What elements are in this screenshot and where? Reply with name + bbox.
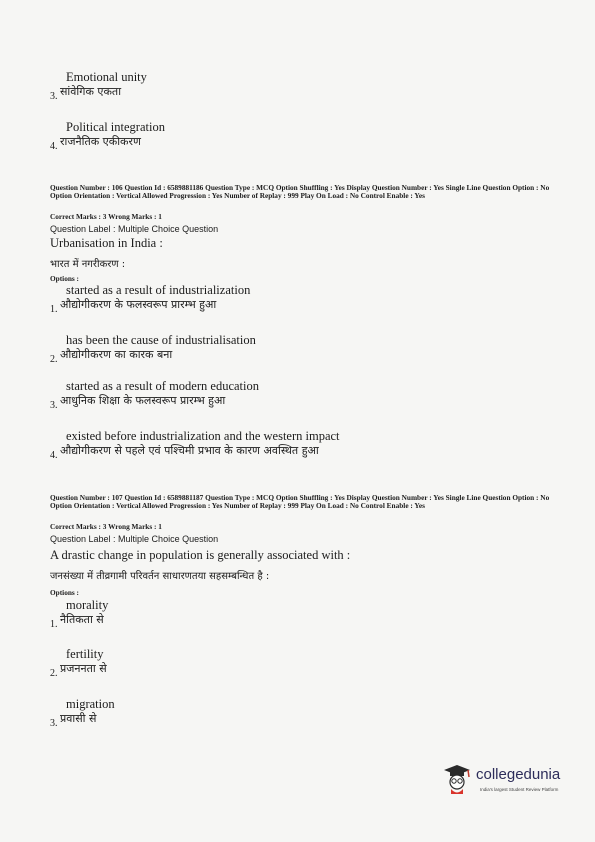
option-english: fertility	[66, 647, 104, 661]
option-hindi: नैतिकता से	[60, 613, 104, 626]
option-hindi: प्रजननता से	[60, 662, 107, 675]
question-label: Question Label : Multiple Choice Question	[50, 224, 219, 234]
option-number: 2.	[50, 354, 58, 365]
option-english: has been the cause of industrialisation	[66, 333, 256, 347]
question-text-english: Urbanisation in India :	[50, 236, 163, 250]
collegedunia-logo	[440, 760, 561, 800]
option-hindi: औद्योगीकरण का कारक बना	[60, 348, 173, 361]
marks-line: Correct Marks : 3 Wrong Marks : 1	[50, 212, 162, 221]
question-text-hindi: भारत में नगरीकरण :	[50, 259, 126, 270]
marks-line: Correct Marks : 3 Wrong Marks : 1	[50, 522, 162, 531]
option-number: 1.	[50, 304, 58, 315]
option-english: started as a result of industrialization	[66, 283, 251, 297]
option-hindi: औद्योगीकरण के फलस्वरूप प्रारम्भ हुआ	[60, 298, 217, 311]
question-text-english: A drastic change in population is generally associated with :	[50, 548, 351, 562]
question-text-hindi: जनसंख्या में तीव्रगामी परिवर्तन साधारणतया सहसम्बन्धित है :	[50, 571, 270, 582]
option-hindi: प्रवासी से	[60, 712, 97, 725]
option-english: existed before industrialization and the western impact	[66, 429, 340, 443]
option-number: 4.	[50, 450, 58, 461]
option-number: 3.	[50, 91, 58, 102]
options-label: Options :	[50, 588, 79, 597]
question-header: Question Number : 106 Question Id : 6589881186 Question Type : MCQ Option Shuffling : Yes Display Question Number : Yes Single Line Question Option : No Option Orientation : Vertical Allowed Progression : Yes Number of Replay : 999 Play On Load : No Control Enable : Yes	[50, 183, 550, 200]
option-hindi: सांवेगिक एकता	[60, 85, 122, 98]
question-header: Question Number : 107 Question Id : 6589881187 Question Type : MCQ Option Shuffling : Yes Display Question Number : Yes Single Line Question Option : No Option Orientation : Vertical Allowed Progression : Yes Number of Replay : 999 Play On Load : No Control Enable : Yes	[50, 493, 550, 510]
option-number: 2.	[50, 668, 58, 679]
option-number: 4.	[50, 141, 58, 152]
option-number: 3.	[50, 718, 58, 729]
option-hindi: राजनैतिक एकीकरण	[60, 135, 141, 148]
question-label: Question Label : Multiple Choice Question	[50, 534, 219, 544]
option-english: migration	[66, 697, 115, 711]
option-english: Political integration	[66, 120, 165, 134]
brand-name: collegedunia	[476, 766, 561, 783]
option-number: 1.	[50, 619, 58, 630]
options-label: Options :	[50, 274, 79, 283]
option-english: morality	[66, 598, 109, 612]
option-number: 3.	[50, 400, 58, 411]
brand-tagline: India's largest Student Review Platform	[480, 787, 559, 792]
option-hindi: औद्योगीकरण से पहले एवं पश्चिमी प्रभाव के कारण अवस्थित हुआ	[60, 444, 319, 457]
option-english: Emotional unity	[66, 70, 147, 84]
option-english: started as a result of modern education	[66, 379, 259, 393]
graduate-mascot-icon	[440, 762, 474, 796]
option-hindi: आधुनिक शिक्षा के फलस्वरूप प्रारम्भ हुआ	[60, 394, 226, 407]
